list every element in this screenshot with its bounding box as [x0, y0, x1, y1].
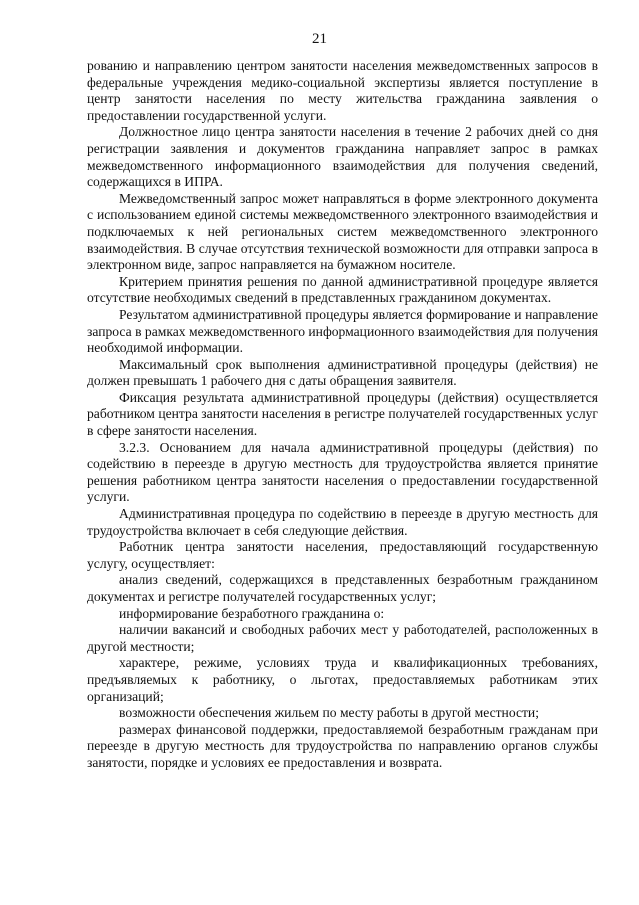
paragraph-continuation: рованию и направлению центром занятости населения межведомственных запросов в федеральные учреждения медико-социальной экспертизы является поступление в центр занятости населения по месту жительства гражданина заявления о предоставлении государственной услуги. — [87, 58, 598, 123]
paragraph: Административная процедура по содействию в переезде в другую местность для трудоустройства включает в себя следующие действия. — [87, 506, 598, 538]
paragraph: Фиксация результата административной процедуры (действия) осуществляется работником центра занятости населения в регистре получателей государственных услуг в сфере занятости населения. — [87, 389, 598, 439]
paragraph: Должностное лицо центра занятости населения в течение 2 рабочих дней со дня регистрации заявления и документов гражданина направляет запрос в рамках межведомственного информационного взаимодействия для получения сведений, содержащихся в ИПРА. — [87, 124, 598, 190]
paragraph: Межведомственный запрос может направляться в форме электронного документа с использованием единой системы межведомственного электронного взаимодействия и подключаемых к ней региональных систем межведомственного электронного взаимодействия. В случае отсутствия технической возможности для отправки запроса в электронном виде, запрос направляется на бумажном носителе. — [87, 190, 598, 273]
list-item: информирование безработного гражданина о: — [119, 605, 385, 621]
paragraph: Максимальный срок выполнения административной процедуры (действия) не должен превышать 1 рабочего дня с даты обращения заявителя. — [87, 356, 598, 389]
list-item: размерах финансовой поддержки, предоставляемой безработным гражданам при переезде в другую местность для трудоустройства по направлению органов службы занятости, порядке и условиях ее предоставления и возврата. — [87, 721, 598, 770]
list-item: возможности обеспечения жильем по месту работы в другой местности; — [119, 705, 539, 721]
paragraph: Работник центра занятости населения, предоставляющий государственную услугу, осуществляет: — [87, 539, 598, 571]
paragraph: Критерием принятия решения по данной административной процедуре является отсутствие необходимых сведений в представленных гражданином документах. — [87, 273, 598, 306]
list-item: характере, режиме, условиях труда и квалификационных требованиях, предъявляемых к работнику, о льготах, предоставляемых работникам этих организаций; — [87, 655, 598, 704]
section-3-2-3-paragraph: 3.2.3. Основанием для начала административной процедуры (действия) по содействию в переезде в другую местность для трудоустройства является принятие решения работником центра занятости населения о предоставлении государственной услуги. — [87, 439, 598, 505]
list-item: наличии вакансий и свободных рабочих мест у работодателей, расположенных в другой местности; — [87, 622, 598, 654]
paragraph: Результатом административной процедуры является формирование и направление запроса в рамках межведомственного информационного взаимодействия для получения необходимой информации. — [87, 306, 598, 356]
body-text — [87, 58, 598, 772]
list-item: анализ сведений, содержащихся в представленных безработным гражданином документах и регистре получателей государственных услуг; — [87, 572, 598, 604]
page-number: 21 — [312, 31, 327, 47]
